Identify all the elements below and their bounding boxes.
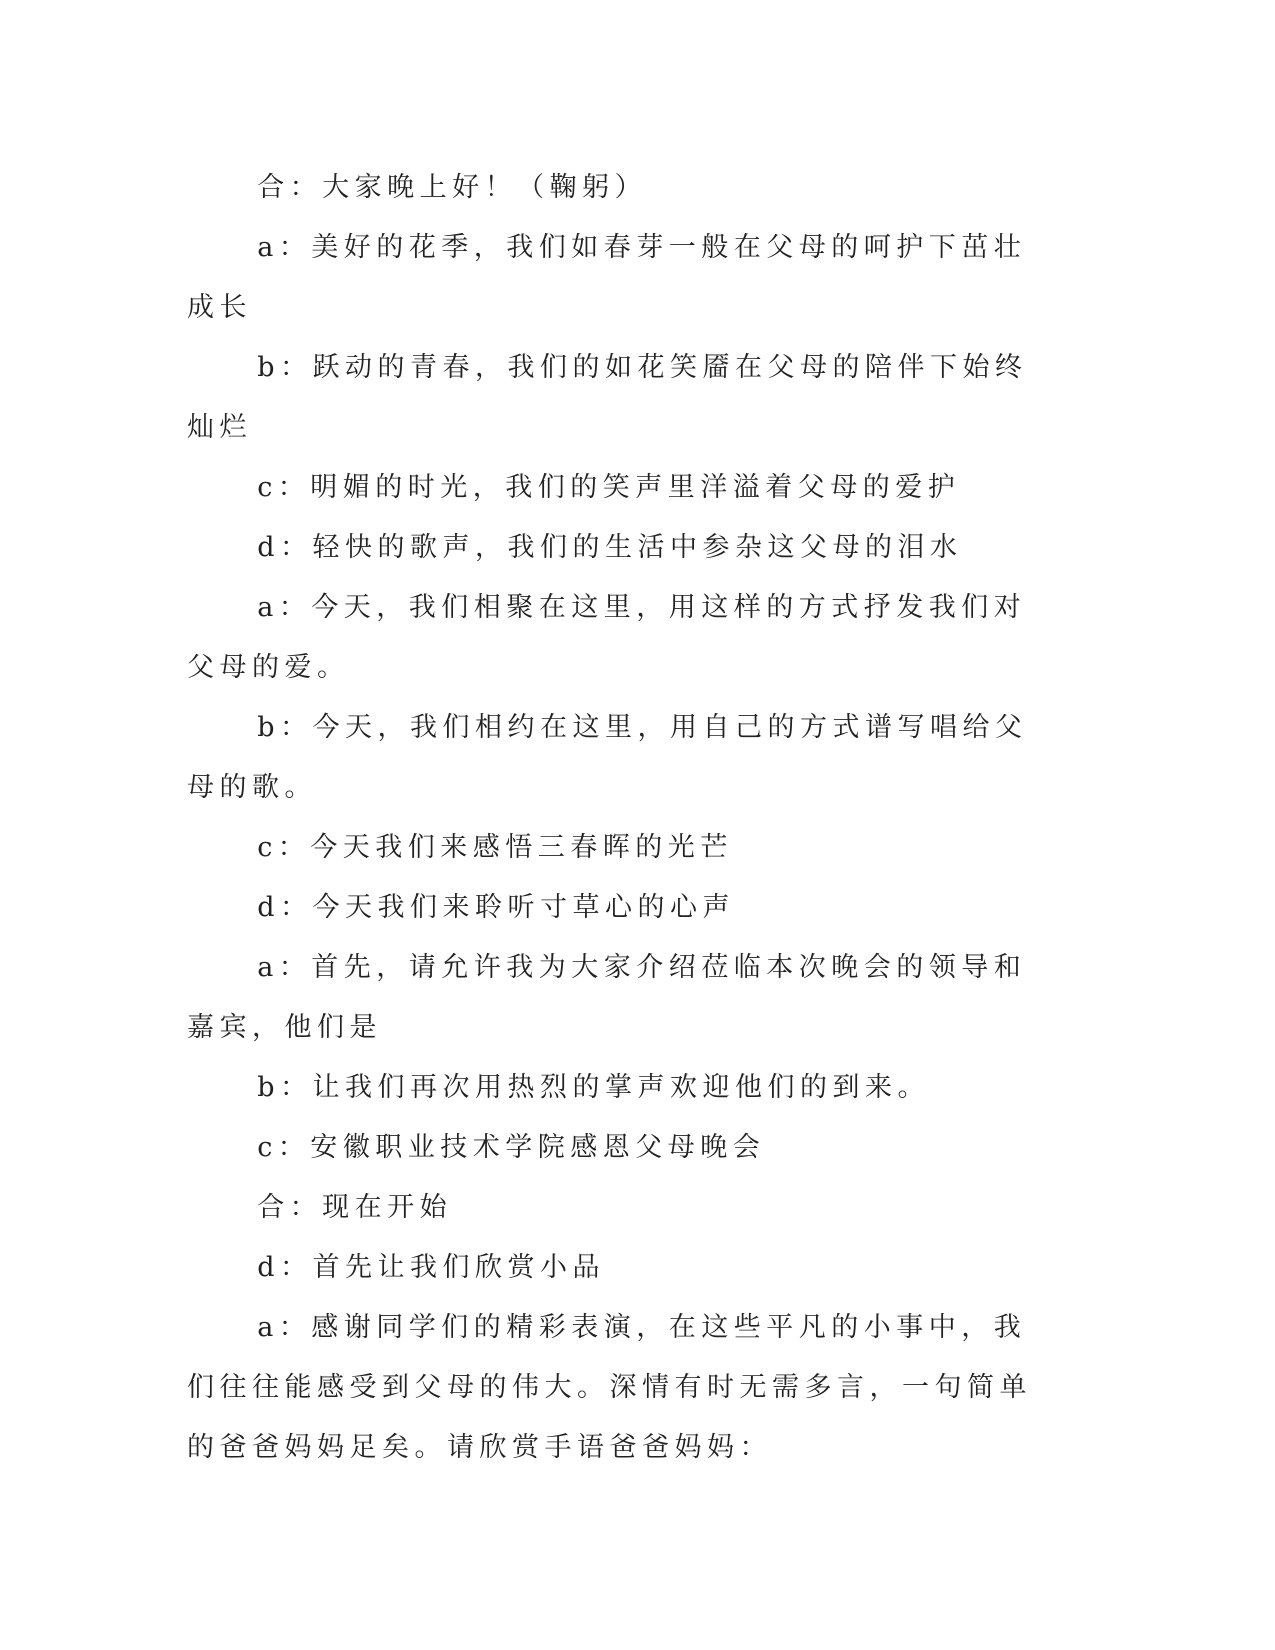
paragraph-a-gather: a：今天，我们相聚在这里，用这样的方式抒发我们对父母的爱。: [187, 592, 1027, 683]
paragraph-b-applause: b：让我们再次用热烈的掌声欢迎他们的到来。: [257, 1072, 930, 1103]
paragraph-d-sketch: d：首先让我们欣赏小品: [257, 1252, 605, 1283]
paragraph-c-event-name: c：安徽职业技术学院感恩父母晚会: [257, 1132, 766, 1163]
paragraph-b-youth: b：跃动的青春，我们的如花笑靥在父母的陪伴下始终灿烂: [187, 352, 1028, 443]
paragraph-a-flower-season: a：美好的花季，我们如春芽一般在父母的呵护下茁壮成长: [187, 232, 1027, 323]
paragraph-greeting: 合：大家晚上好！（鞠躬）: [257, 172, 648, 203]
paragraph-b-meet: b：今天，我们相约在这里，用自己的方式谱写唱给父母的歌。: [187, 712, 1028, 803]
paragraph-d-grass-heart: d：今天我们来聆听寸草心的心声: [257, 892, 735, 923]
document-body: [187, 158, 1057, 1478]
paragraph-begin: 合：现在开始: [257, 1192, 453, 1223]
paragraph-a-introduce-guests: a：首先，请允许我为大家介绍莅临本次晚会的领导和嘉宾，他们是: [187, 952, 1027, 1043]
paragraph-a-thanks: a：感谢同学们的精彩表演，在这些平凡的小事中，我们往往能感受到父母的伟大。深情有时无需多言，一句简单的爸爸妈妈足矣。请欣赏手语爸爸妈妈：: [187, 1312, 1032, 1463]
paragraph-c-bright-time: c：明媚的时光，我们的笑声里洋溢着父母的爱护: [257, 472, 961, 503]
paragraph-c-spring-sun: c：今天我们来感悟三春晖的光芒: [257, 832, 733, 863]
paragraph-d-song: d：轻快的歌声，我们的生活中参杂这父母的泪水: [257, 532, 963, 563]
